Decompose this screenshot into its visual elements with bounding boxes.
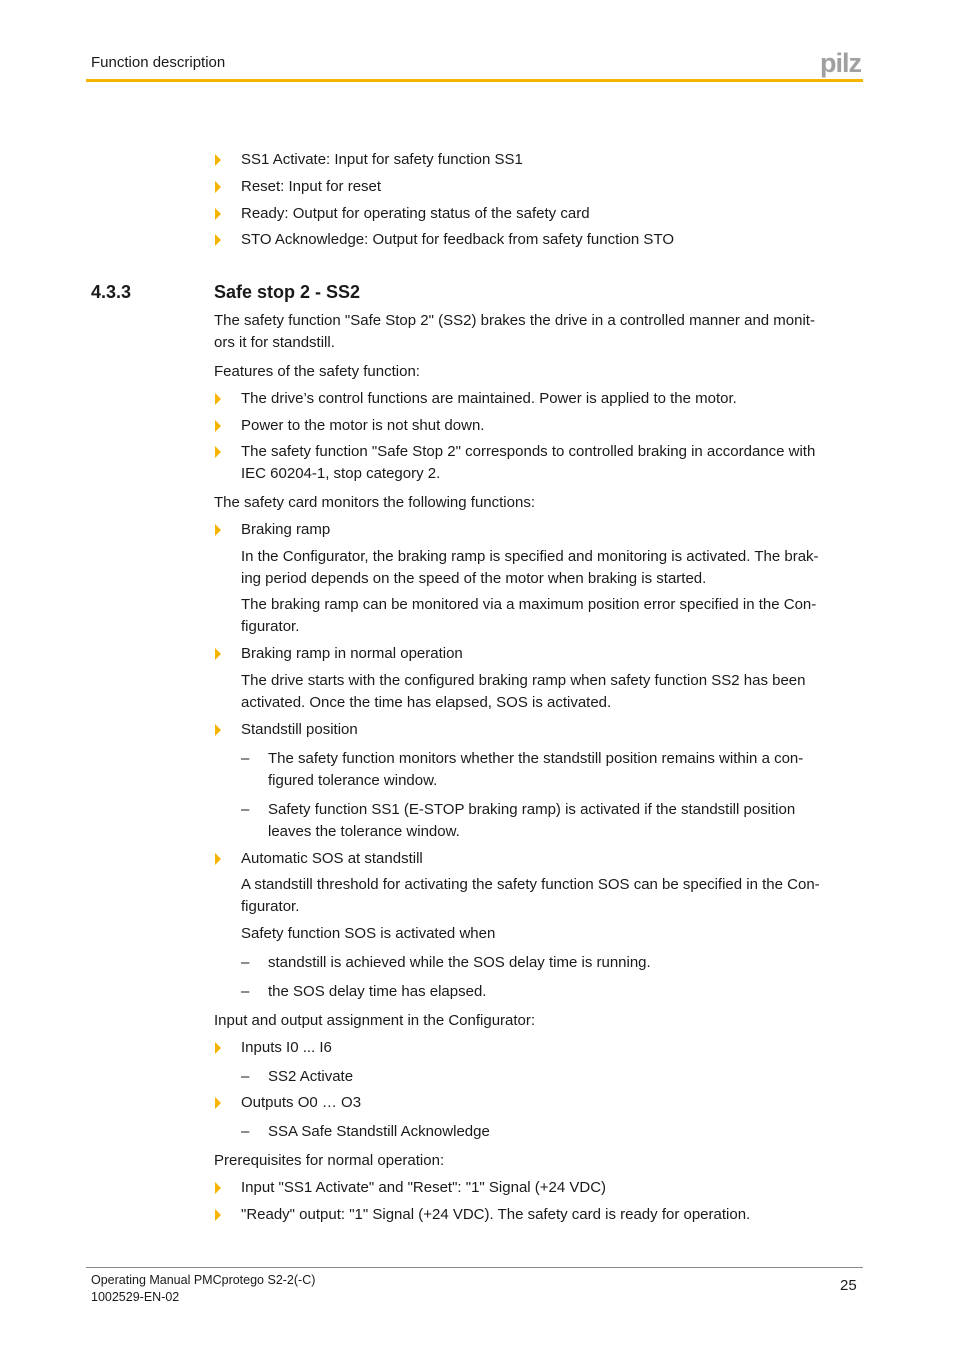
dash-icon: – [241, 983, 250, 1000]
list-item: SS1 Activate: Input for safety function SS1 [241, 151, 523, 168]
list-item: Standstill position [241, 721, 358, 738]
sub-item: standstill is achieved while the SOS delay time is running. [268, 954, 651, 971]
list-item: Power to the motor is not shut down. [241, 417, 485, 434]
bullet-icon [215, 724, 221, 736]
dash-icon: – [241, 1123, 250, 1140]
list-item: Braking ramp [241, 521, 331, 538]
list-item: "Ready" output: "1" Signal (+24 VDC). The safety card is ready for operation. [241, 1206, 751, 1223]
pilz-logo: pilz [820, 48, 861, 78]
bullet-icon [215, 208, 221, 220]
sub-item: the SOS delay time has elapsed. [268, 983, 487, 1000]
sub-item-continuation: figured tolerance window. [268, 772, 438, 789]
sub-item: The safety function monitors whether the standstill position remains within a con- [268, 750, 804, 767]
footer-manual-title: Operating Manual PMCprotego S2-2(-C) [91, 1273, 316, 1287]
paragraph-line: The drive starts with the configured braking ramp when safety function SS2 has been [241, 672, 806, 689]
sub-item-continuation: leaves the tolerance window. [268, 823, 460, 840]
list-item: Inputs I0 ... I6 [241, 1039, 332, 1056]
paragraph: Features of the safety function: [214, 363, 420, 380]
paragraph: Prerequisites for normal operation: [214, 1152, 445, 1169]
page-number: 25 [840, 1277, 857, 1294]
section-title: Safe stop 2 - SS2 [214, 282, 361, 302]
list-item: Reset: Input for reset [241, 178, 382, 195]
bullet-icon [215, 393, 221, 405]
dash-icon: – [241, 1068, 250, 1085]
list-item: Automatic SOS at standstill [241, 850, 423, 867]
bullet-icon [215, 446, 221, 458]
sub-item: Safety function SS1 (E-STOP braking ramp) is activated if the standstill position [268, 801, 796, 818]
list-item: The drive’s control functions are maintained. Power is applied to the motor. [241, 390, 737, 407]
list-item-continuation: IEC 60204-1, stop category 2. [241, 465, 441, 482]
section-number: 4.3.3 [91, 282, 132, 302]
bullet-icon [215, 1097, 221, 1109]
paragraph-line: figurator. [241, 898, 300, 915]
bullet-icon [215, 234, 221, 246]
bullet-icon [215, 420, 221, 432]
list-item: STO Acknowledge: Output for feedback from safety function STO [241, 231, 675, 248]
paragraph: Input and output assignment in the Configurator: [214, 1012, 536, 1029]
header-section-title: Function description [91, 54, 226, 71]
list-item: Braking ramp in normal operation [241, 645, 463, 662]
bullet-icon [215, 524, 221, 536]
footer-doc-id: 1002529-EN-02 [91, 1290, 180, 1304]
sub-item: SSA Safe Standstill Acknowledge [268, 1123, 490, 1140]
header-rule [86, 79, 863, 82]
bullet-icon [215, 1182, 221, 1194]
bullet-icon [215, 181, 221, 193]
dash-icon: – [241, 750, 250, 767]
bullet-icon [215, 648, 221, 660]
paragraph-line: The braking ramp can be monitored via a maximum position error specified in the Con- [241, 596, 817, 613]
paragraph-line: figurator. [241, 618, 300, 635]
list-item: Ready: Output for operating status of the safety card [241, 205, 590, 222]
paragraph-line: ing period depends on the speed of the motor when braking is started. [241, 570, 707, 587]
paragraph-line: activated. Once the time has elapsed, SOS is activated. [241, 694, 612, 711]
bullet-icon [215, 853, 221, 865]
list-item: Outputs O0 … O3 [241, 1094, 362, 1111]
bullet-icon [215, 154, 221, 166]
paragraph-line: A standstill threshold for activating the safety function SOS can be specified in the Con- [241, 876, 820, 893]
bullet-icon [215, 1209, 221, 1221]
footer-rule [86, 1267, 863, 1268]
bullet-icon [215, 1042, 221, 1054]
sub-item: SS2 Activate [268, 1068, 354, 1085]
dash-icon: – [241, 954, 250, 971]
dash-icon: – [241, 801, 250, 818]
paragraph-line: The safety function "Safe Stop 2" (SS2) brakes the drive in a controlled manner and monit- [214, 312, 815, 329]
paragraph: The safety card monitors the following functions: [214, 494, 535, 511]
paragraph: Safety function SOS is activated when [241, 925, 496, 942]
paragraph-line: In the Configurator, the braking ramp is specified and monitoring is activated. The brak- [241, 548, 819, 565]
list-item: The safety function "Safe Stop 2" corresponds to controlled braking in accordance with [241, 443, 816, 460]
list-item: Input "SS1 Activate" and "Reset": "1" Signal (+24 VDC) [241, 1179, 607, 1196]
paragraph-line: ors it for standstill. [214, 334, 335, 351]
